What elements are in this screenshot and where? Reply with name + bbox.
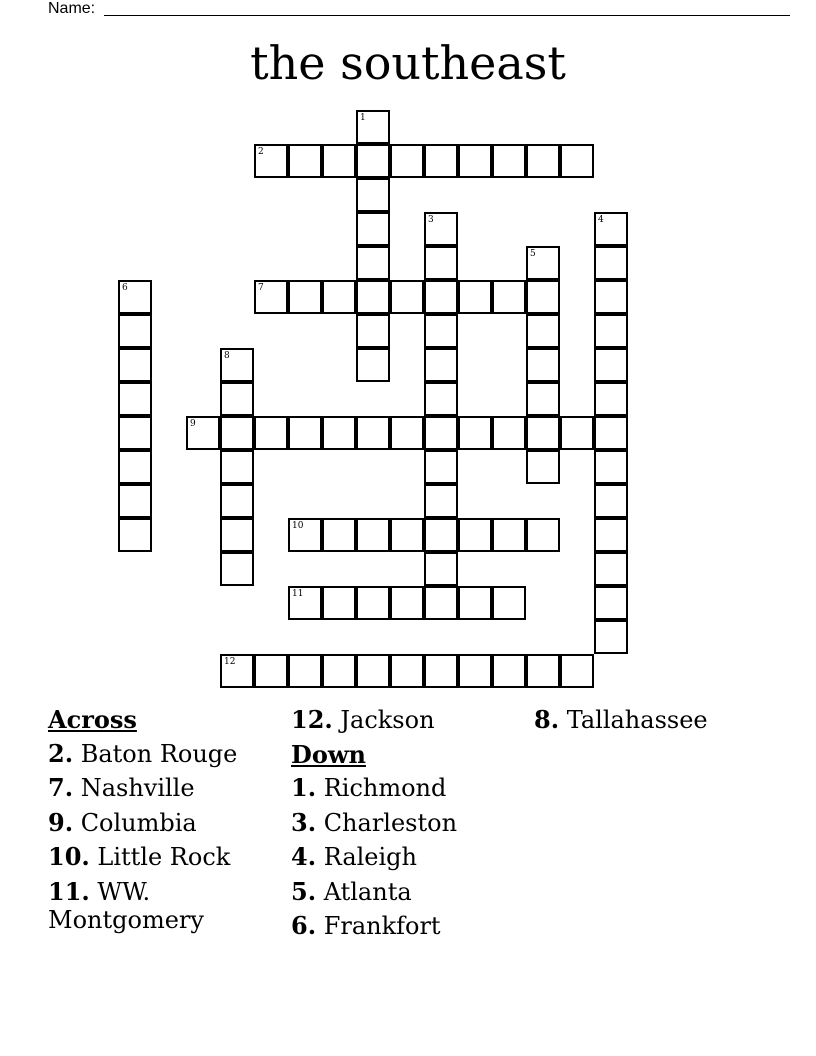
- grid-cell: [356, 314, 390, 348]
- grid-cell: [118, 348, 152, 382]
- grid-cell: [594, 484, 628, 518]
- grid-cell: [526, 348, 560, 382]
- down-clue: [291, 875, 521, 910]
- clue-number-label: 5: [530, 249, 536, 259]
- clue-text: WW. Montgomery: [48, 877, 204, 934]
- grid-cell: [322, 518, 356, 552]
- clue-number: 10.: [48, 842, 90, 871]
- grid-cell: [118, 382, 152, 416]
- grid-cell: [254, 416, 288, 450]
- grid-cell: [526, 314, 560, 348]
- grid-cell: [492, 586, 526, 620]
- across-clue: [48, 771, 278, 806]
- page-title: the southeast: [250, 36, 566, 90]
- down-clue: [291, 909, 521, 944]
- clue-number-label: 8: [224, 351, 230, 361]
- grid-cell: [356, 110, 390, 144]
- grid-cell: [322, 144, 356, 178]
- grid-cell: [594, 416, 628, 450]
- grid-cell: [458, 586, 492, 620]
- grid-cell: [118, 484, 152, 518]
- grid-cell: [288, 144, 322, 178]
- across-clue: [291, 703, 521, 738]
- grid-cell: [254, 280, 288, 314]
- grid-cell: [118, 314, 152, 348]
- down-clue: [291, 771, 521, 806]
- grid-cell: [322, 654, 356, 688]
- grid-cell: [594, 212, 628, 246]
- clue-text: Richmond: [316, 774, 447, 802]
- grid-cell: [492, 518, 526, 552]
- grid-cell: [458, 280, 492, 314]
- grid-cell: [288, 654, 322, 688]
- clue-number: 5.: [291, 876, 317, 906]
- grid-cell: [526, 518, 560, 552]
- grid-cell: [424, 382, 458, 416]
- grid-cell: [390, 654, 424, 688]
- grid-cell: [322, 280, 356, 314]
- across-heading: Across: [48, 705, 137, 734]
- grid-cell: [492, 416, 526, 450]
- clue-number-label: 11: [292, 589, 304, 599]
- clue-text: Columbia: [73, 808, 197, 837]
- grid-cell: [356, 416, 390, 450]
- grid-cell: [220, 518, 254, 552]
- grid-cell: [594, 450, 628, 484]
- clue-number: 8.: [534, 705, 560, 734]
- grid-cell: [458, 518, 492, 552]
- clue-number-label: 3: [428, 215, 434, 225]
- grid-cell: [390, 280, 424, 314]
- clue-text: Charleston: [316, 808, 458, 837]
- clue-number: 11.: [48, 876, 90, 906]
- grid-cell: [526, 144, 560, 178]
- clue-column-3: [534, 703, 774, 738]
- clue-number-label: 4: [598, 215, 604, 225]
- grid-cell: [390, 416, 424, 450]
- grid-cell: [526, 280, 560, 314]
- clue-text: Raleigh: [316, 843, 417, 871]
- grid-cell: [118, 450, 152, 484]
- name-label: Name:: [48, 0, 96, 17]
- grid-cell: [118, 280, 152, 314]
- grid-cell: [288, 280, 322, 314]
- grid-cell: [492, 654, 526, 688]
- grid-cell: [424, 314, 458, 348]
- grid-cell: [288, 586, 322, 620]
- grid-cell: [492, 280, 526, 314]
- grid-cell: [594, 280, 628, 314]
- across-clue: [48, 878, 278, 934]
- grid-cell: [424, 144, 458, 178]
- grid-cell: [356, 280, 390, 314]
- grid-cell: [356, 178, 390, 212]
- grid-cell: [526, 382, 560, 416]
- grid-cell: [424, 518, 458, 552]
- clue-text: Frankfort: [316, 912, 441, 940]
- across-clue: [48, 806, 278, 841]
- down-clue: [291, 806, 521, 841]
- grid-cell: [390, 144, 424, 178]
- clue-number: 1.: [291, 773, 317, 802]
- clue-number: 2.: [48, 738, 74, 768]
- grid-cell: [288, 518, 322, 552]
- grid-cell: [220, 382, 254, 416]
- grid-cell: [356, 212, 390, 246]
- grid-cell: [594, 586, 628, 620]
- grid-cell: [424, 552, 458, 586]
- across-clue: [48, 737, 278, 772]
- clue-number: 6.: [291, 911, 317, 940]
- grid-cell: [594, 518, 628, 552]
- grid-cell: [390, 518, 424, 552]
- clue-text: Jackson: [332, 706, 435, 734]
- clue-column-2: [291, 703, 521, 944]
- grid-cell: [526, 416, 560, 450]
- clue-number: 7.: [48, 773, 74, 802]
- grid-cell: [254, 654, 288, 688]
- grid-cell: [254, 144, 288, 178]
- grid-cell: [356, 144, 390, 178]
- clue-text: Atlanta: [316, 877, 412, 906]
- grid-cell: [594, 314, 628, 348]
- grid-cell: [594, 382, 628, 416]
- grid-cell: [220, 484, 254, 518]
- clue-text: Nashville: [73, 774, 195, 802]
- grid-cell: [424, 280, 458, 314]
- grid-cell: [594, 348, 628, 382]
- grid-cell: [356, 246, 390, 280]
- clue-number: 3.: [291, 807, 317, 837]
- grid-cell: [356, 348, 390, 382]
- clue-text: Baton Rouge: [73, 739, 238, 768]
- grid-cell: [220, 348, 254, 382]
- grid-cell: [322, 586, 356, 620]
- clue-number-label: 6: [122, 283, 128, 293]
- grid-cell: [458, 144, 492, 178]
- grid-cell: [424, 348, 458, 382]
- grid-cell: [526, 246, 560, 280]
- grid-cell: [220, 654, 254, 688]
- clue-text: Little Rock: [89, 843, 231, 871]
- clue-number-label: 12: [224, 657, 236, 667]
- grid-cell: [356, 518, 390, 552]
- grid-cell: [220, 450, 254, 484]
- clue-number: 9.: [48, 807, 74, 837]
- clue-number-label: 1: [360, 113, 366, 123]
- grid-cell: [594, 620, 628, 654]
- grid-cell: [118, 518, 152, 552]
- grid-cell: [322, 416, 356, 450]
- across-clue: [48, 840, 278, 875]
- grid-cell: [526, 654, 560, 688]
- grid-cell: [424, 416, 458, 450]
- grid-cell: [356, 586, 390, 620]
- clue-number: 12.: [291, 705, 333, 734]
- clue-number-label: 7: [258, 283, 264, 293]
- grid-cell: [526, 450, 560, 484]
- grid-cell: [560, 416, 594, 450]
- clue-number-label: 2: [258, 147, 264, 157]
- grid-cell: [390, 586, 424, 620]
- grid-cell: [424, 484, 458, 518]
- clue-number-label: 9: [190, 419, 196, 429]
- grid-cell: [424, 450, 458, 484]
- grid-cell: [560, 144, 594, 178]
- grid-cell: [220, 416, 254, 450]
- grid-cell: [594, 552, 628, 586]
- grid-cell: [356, 654, 390, 688]
- grid-cell: [458, 654, 492, 688]
- grid-cell: [594, 246, 628, 280]
- down-clue: [291, 840, 521, 875]
- down-heading: Down: [291, 739, 366, 769]
- grid-cell: [492, 144, 526, 178]
- grid-cell: [288, 416, 322, 450]
- grid-cell: [424, 246, 458, 280]
- grid-cell: [424, 654, 458, 688]
- grid-cell: [560, 654, 594, 688]
- grid-cell: [458, 416, 492, 450]
- grid-cell: [186, 416, 220, 450]
- grid-cell: [118, 416, 152, 450]
- down-clue: [534, 703, 774, 738]
- clue-text: Tallahassee: [559, 706, 708, 734]
- grid-cell: [424, 586, 458, 620]
- grid-cell: [424, 212, 458, 246]
- clue-number-label: 10: [292, 521, 304, 531]
- clue-number: 4.: [291, 842, 317, 871]
- grid-cell: [220, 552, 254, 586]
- clue-column-1: [48, 703, 278, 934]
